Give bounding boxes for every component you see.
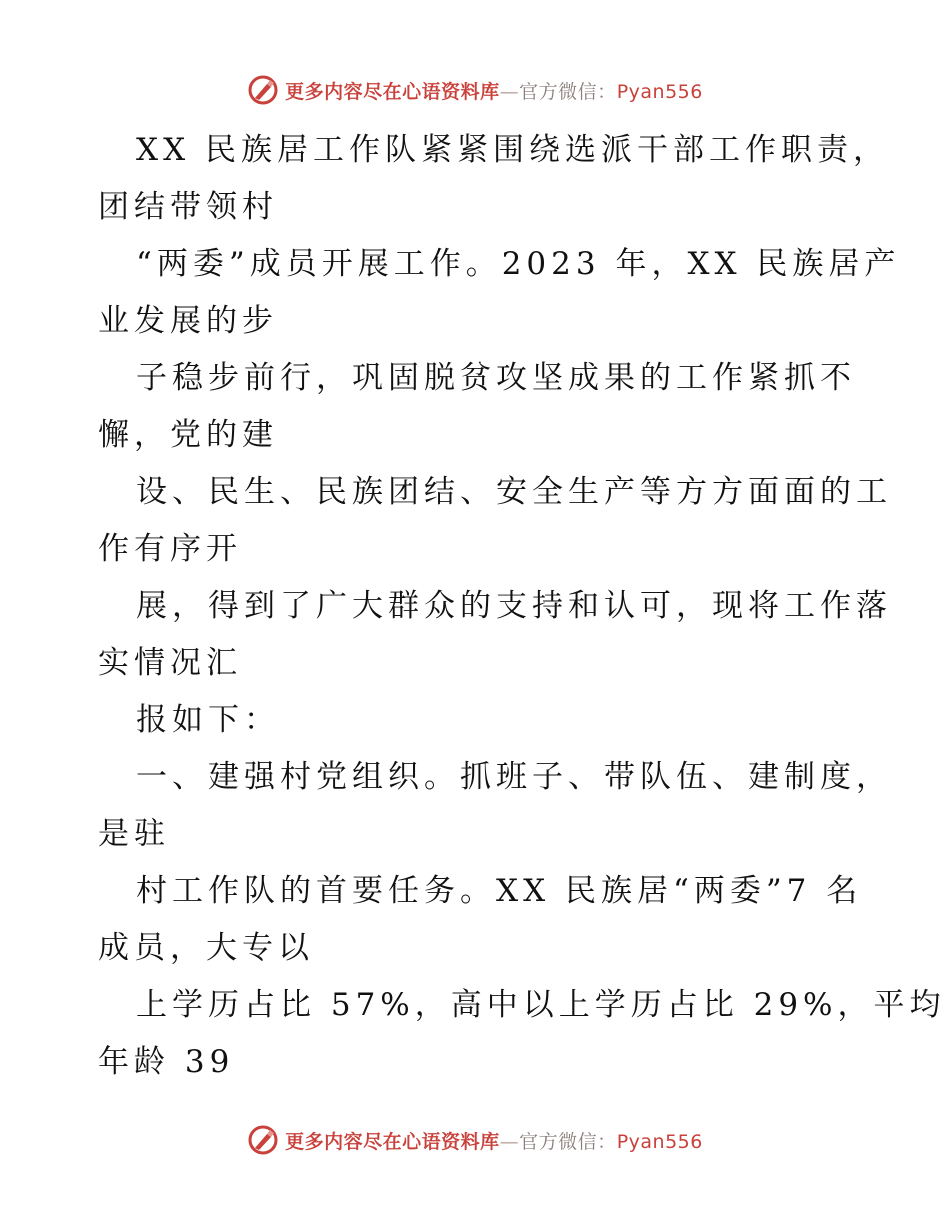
footer-wechat-id: Pyan556 bbox=[616, 1130, 703, 1153]
pen-logo-icon bbox=[247, 74, 279, 106]
body-line: 展，得到了广大群众的支持和认可，现将工作落 bbox=[136, 588, 892, 624]
pen-logo-icon bbox=[247, 1124, 279, 1156]
body-line: 实情况汇 bbox=[98, 645, 242, 681]
header-watermark-text bbox=[285, 77, 703, 104]
footer-wechat-label: 官方微信： bbox=[519, 1130, 617, 1153]
body-line: 成员，大专以 bbox=[98, 930, 314, 966]
body-line: 村工作队的首要任务。XX 民族居“两委”7 名 bbox=[136, 873, 863, 909]
body-line: 是驻 bbox=[98, 816, 170, 852]
header-wechat-label: 官方微信： bbox=[519, 80, 617, 103]
header-wechat-id: Pyan556 bbox=[616, 80, 703, 103]
header-watermark-banner bbox=[0, 70, 950, 110]
body-line: 设、民生、民族团结、安全生产等方方面面的工 bbox=[136, 474, 892, 510]
body-line: 年龄 39 bbox=[98, 1044, 235, 1080]
footer-watermark-banner bbox=[0, 1120, 950, 1160]
header-separator: — bbox=[499, 80, 520, 103]
body-line: “两委”成员开展工作。2023 年，XX 民族居产 bbox=[136, 246, 901, 282]
body-line: 懈，党的建 bbox=[98, 417, 278, 453]
footer-watermark-text bbox=[285, 1127, 703, 1154]
body-line: 子稳步前行，巩固脱贫攻坚成果的工作紧抓不 bbox=[136, 360, 856, 396]
body-line: 一、建强村党组织。抓班子、带队伍、建制度， bbox=[136, 759, 892, 795]
header-site-text: 更多内容尽在心语资料库 bbox=[285, 80, 500, 103]
body-line: 作有序开 bbox=[98, 531, 242, 567]
document-body bbox=[98, 122, 946, 1091]
body-line: 业发展的步 bbox=[98, 303, 278, 339]
footer-separator: — bbox=[499, 1130, 520, 1153]
footer-site-text: 更多内容尽在心语资料库 bbox=[285, 1130, 500, 1153]
body-line: 团结带领村 bbox=[98, 189, 278, 225]
body-line: XX 民族居工作队紧紧围绕选派干部工作职责， bbox=[136, 132, 889, 168]
body-line: 报如下： bbox=[136, 702, 280, 738]
body-line: 上学历占比 57%，高中以上学历占比 29%，平均 bbox=[136, 987, 946, 1023]
